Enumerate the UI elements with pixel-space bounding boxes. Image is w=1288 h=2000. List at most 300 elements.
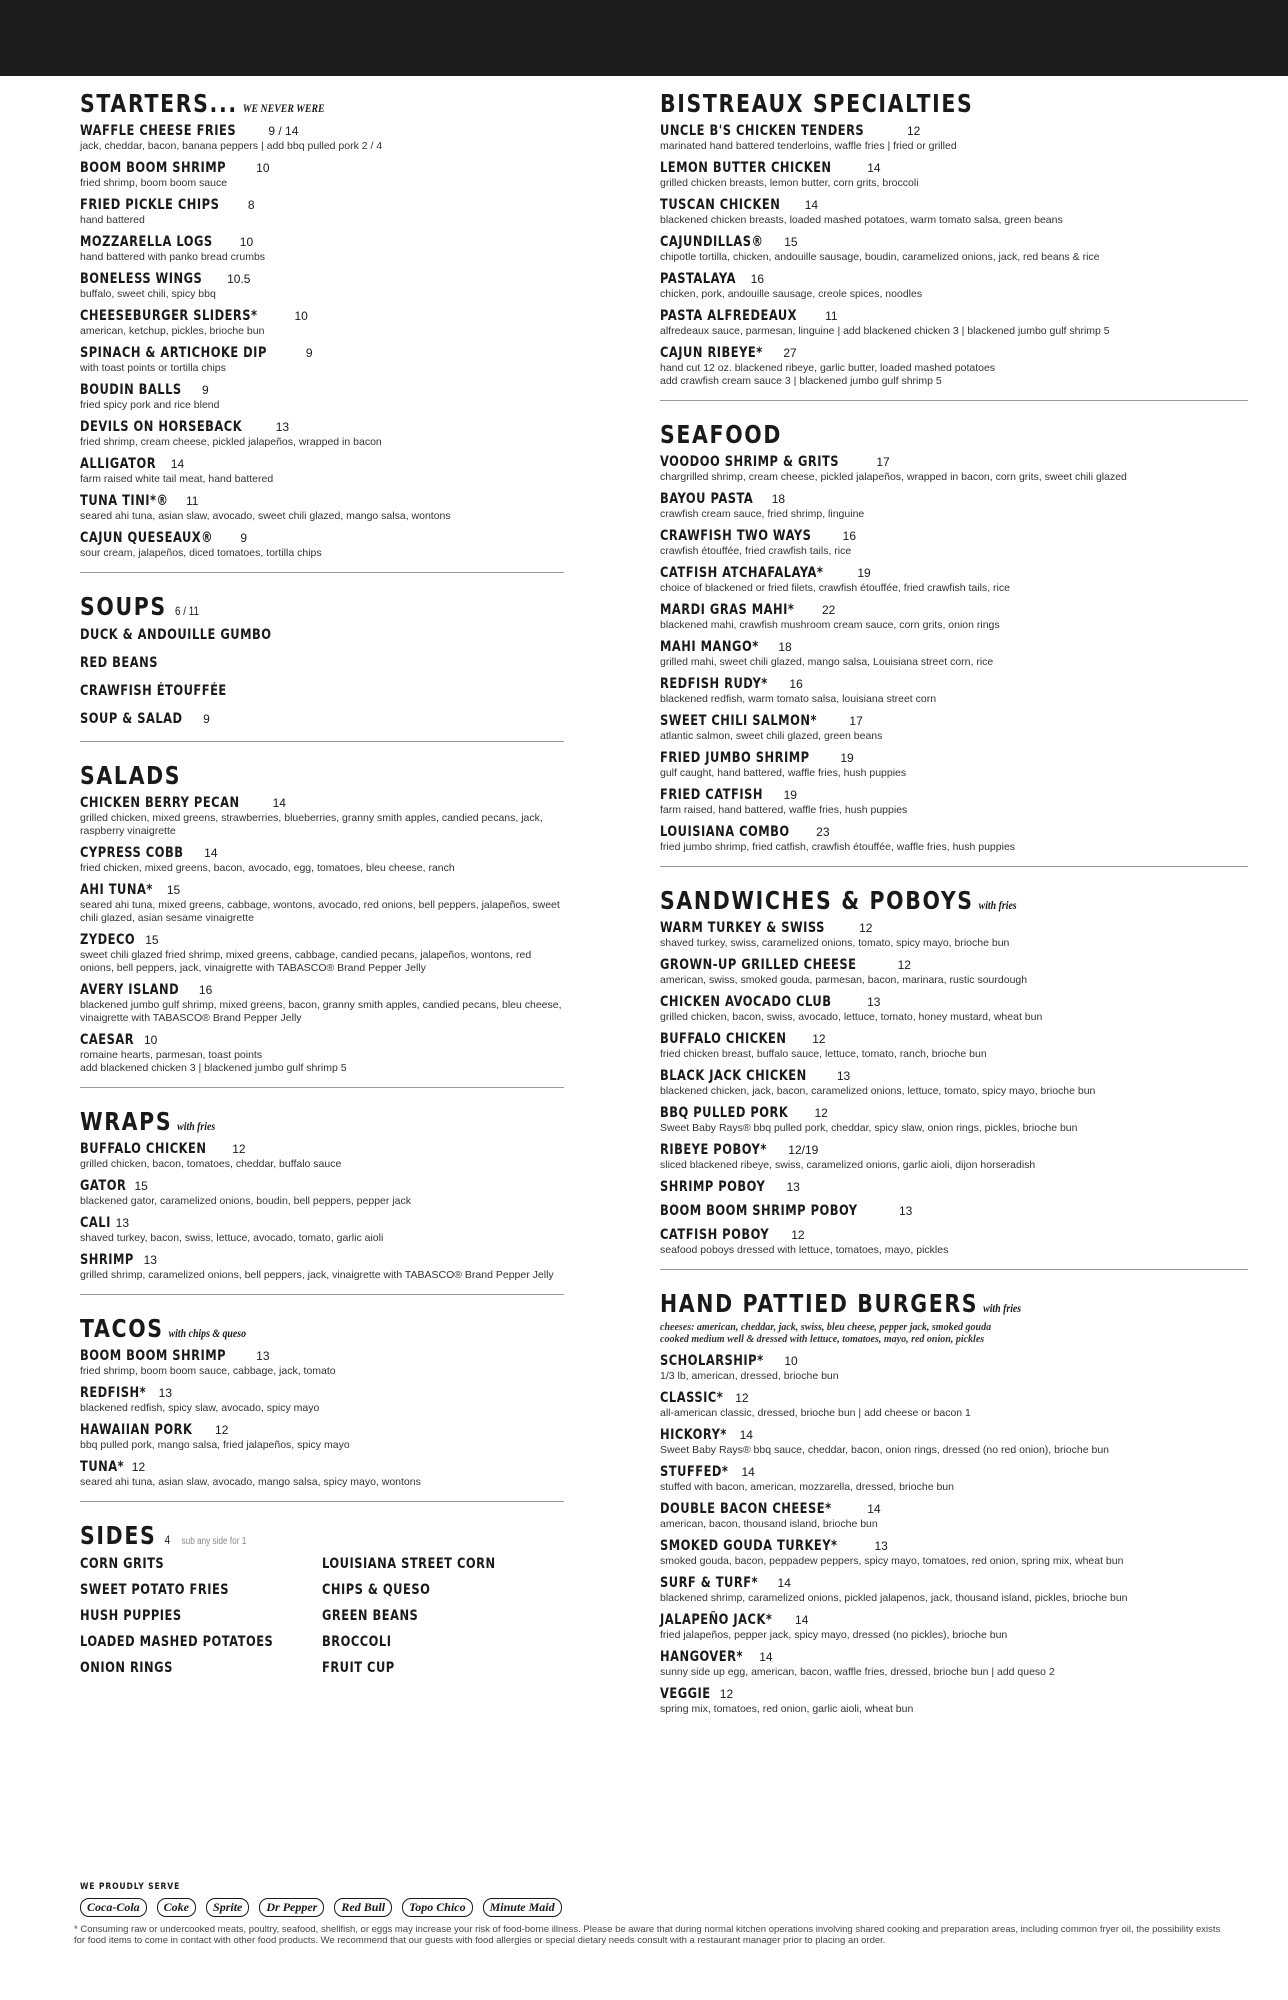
menu-item-name: STUFFED* (660, 1464, 729, 1480)
menu-item-name: AVERY ISLAND (80, 982, 180, 998)
menu-item-name: DUCK & ANDOUILLE GUMBO (80, 627, 272, 643)
menu-item-price: 16 (842, 529, 857, 543)
menu-item-heading (80, 344, 564, 362)
menu-item-name: GROWN-UP GRILLED CHEESE (660, 957, 857, 973)
menu-item-avery-island (80, 981, 564, 1025)
menu-item-description: american, bacon, thousand island, brioche bun (660, 1518, 878, 1530)
menu-item-heading (80, 1214, 564, 1232)
menu-item-description: stuffed with bacon, american, mozzarella, dressed, brioche bun (660, 1481, 954, 1493)
menu-item-sweet-chili-salmon (660, 712, 1248, 743)
menu-item-buffalo-chicken (660, 1030, 1248, 1061)
menu-item-heading (660, 1067, 1248, 1085)
menu-item-name: BBQ PULLED PORK (660, 1105, 789, 1121)
menu-item-description: seared ahi tuna, mixed greens, cabbage, wontons, avocado, red onions, bell peppers, jalapeños, sweet chili glazed, asian sesame vinaigrette (80, 899, 560, 924)
menu-item-heading (80, 844, 564, 862)
brand-logo-dr-pepper: Dr Pepper (259, 1898, 324, 1917)
menu-item-price: 13 (158, 1386, 173, 1400)
menu-item-description: grilled chicken, mixed greens, strawberries, blueberries, granny smith apples, candied pecans, jack, raspberry vinaigrette (80, 812, 543, 837)
menu-item-jalape-o-jack (660, 1611, 1248, 1642)
menu-item-name: CATFISH POBOY (660, 1227, 770, 1243)
menu-item-description: jack, cheddar, bacon, banana peppers | add bbq pulled pork 2 / 4 (80, 140, 383, 152)
menu-item-price: 12 (791, 1228, 805, 1242)
menu-item-description: fried chicken, mixed greens, bacon, avocado, egg, tomatoes, bleu cheese, ranch (80, 862, 455, 874)
menu-item-heading (660, 1226, 1248, 1244)
menu-item-description: seared ahi tuna, asian slaw, avocado, sweet chili glazed, mango salsa, wontons (80, 510, 451, 522)
wraps-section (80, 1098, 564, 1282)
divider (80, 741, 564, 742)
menu-item-description: bbq pulled pork, mango salsa, fried jalapeños, spicy mayo (80, 1439, 350, 1451)
burger-cheese-note: cheeses: american, cheddar, jack, swiss, bleu cheese, pepper jack, smoked gouda (660, 1322, 992, 1333)
menu-item-pasta-alfredeaux (660, 307, 1248, 338)
menu-item-heading (80, 1177, 564, 1195)
menu-item-name: CYPRESS COBB (80, 845, 184, 861)
menu-item-heading (660, 1685, 1248, 1703)
tacos-section (80, 1305, 564, 1489)
menu-item-price: 14 (867, 1502, 881, 1516)
brand-logo-minute-maid: Minute Maid (483, 1898, 562, 1917)
menu-item-heading (80, 307, 564, 325)
right-column (660, 80, 1248, 1722)
side-item-sweet-potato-fries (80, 1580, 322, 1600)
menu-item-crawfish-touff-e (80, 681, 564, 701)
menu-item-heading (660, 1426, 1248, 1444)
menu-item-name: HICKORY* (660, 1427, 727, 1443)
menu-item-cypress-cobb (80, 844, 564, 875)
brand-logo-coca-cola: Coca-Cola (80, 1898, 147, 1917)
menu-item-description: blackened redfish, warm tomato salsa, louisiana street corn (660, 693, 937, 705)
menu-item-heading (660, 344, 1248, 362)
menu-item-price: 12 (812, 1032, 826, 1046)
menu-item-price: 10 (256, 161, 270, 175)
menu-item-price: 9 (240, 531, 248, 545)
menu-item-price: 27 (783, 346, 797, 360)
menu-item-shrimp-poboy (660, 1178, 1248, 1196)
menu-item-name: MARDI GRAS MAHI* (660, 602, 795, 618)
menu-item-shrimp (80, 1251, 564, 1282)
menu-item-heading (80, 681, 564, 701)
menu-item-price: 10 (143, 1033, 158, 1047)
side-item-louisiana-street-corn (322, 1554, 564, 1574)
menu-item-fried-catfish (660, 786, 1248, 817)
menu-item-veggie (660, 1685, 1248, 1716)
menu-item-description: farm raised, hand battered, waffle fries, hush puppies (660, 804, 908, 816)
divider (660, 400, 1248, 401)
menu-item-name: RED BEANS (80, 655, 158, 671)
menu-item-name: FRIED PICKLE CHIPS (80, 197, 220, 213)
menu-item-name: VOODOO SHRIMP & GRITS (660, 454, 840, 470)
starters-section (80, 80, 564, 560)
menu-item-name: SURF & TURF* (660, 1575, 759, 1591)
menu-item-description: romaine hearts, parmesan, toast points (80, 1049, 263, 1061)
menu-item-heading (80, 794, 564, 812)
menu-item-grown-up-grilled-cheese (660, 956, 1248, 987)
menu-item-price: 9 / 14 (268, 124, 299, 138)
menu-item-price: 13 (874, 1539, 888, 1553)
top-banner (0, 0, 1288, 76)
divider (80, 1294, 564, 1295)
side-item-name: LOUISIANA STREET CORN (322, 1556, 496, 1572)
menu-item-alligator (80, 455, 564, 486)
burger-dressing-note: cooked medium well & dressed with lettuce, tomatoes, mayo, red onion, pickles (660, 1334, 985, 1345)
menu-item-heading (660, 675, 1248, 693)
menu-item-heading (660, 1611, 1248, 1629)
menu-item-ribeye-poboy (660, 1141, 1248, 1172)
menu-item-heading (80, 1140, 564, 1158)
menu-item-heading (660, 159, 1248, 177)
section-title: BISTREAUX SPECIALTIES (660, 89, 974, 118)
menu-item-name: LOUISIANA COMBO (660, 824, 790, 840)
side-item-onion-rings (80, 1658, 322, 1678)
menu-item-heading (660, 1178, 1248, 1196)
menu-item-description: marinated hand battered tenderloins, waffle fries | fried or grilled (660, 140, 957, 152)
menu-item-description: with toast points or tortilla chips (80, 362, 226, 374)
menu-item-description: grilled chicken, bacon, swiss, avocado, lettuce, tomato, honey mustard, wheat bun (660, 1011, 1043, 1023)
section-title: SANDWICHES & POBOYS with fries (660, 886, 1017, 915)
menu-item-heading (660, 712, 1248, 730)
menu-item-price: 13 (836, 1069, 851, 1083)
divider (80, 1501, 564, 1502)
menu-item-scholarship (660, 1352, 1248, 1383)
menu-item-description: all-american classic, dressed, brioche bun | add cheese or bacon 1 (660, 1407, 971, 1419)
menu-item-name: CATFISH ATCHAFALAYA* (660, 565, 824, 581)
menu-item-bbq-pulled-pork (660, 1104, 1248, 1135)
menu-item-price: 18 (771, 492, 786, 506)
menu-item-description: american, ketchup, pickles, brioche bun (80, 325, 265, 337)
menu-item-description: 1/3 lb, american, dressed, brioche bun (660, 1370, 839, 1382)
menu-item-smoked-gouda-turkey (660, 1537, 1248, 1568)
menu-item-heading (80, 122, 564, 140)
side-item-corn-grits (80, 1554, 322, 1574)
menu-item-name: PASTALAYA (660, 271, 736, 287)
menu-item-name: SMOKED GOUDA TURKEY* (660, 1538, 838, 1554)
menu-item-name: CAJUN RIBEYE* (660, 345, 763, 361)
menu-item-price: 9 (202, 383, 209, 397)
food-safety-disclaimer: * Consuming raw or undercooked meats, poultry, seafood, shellfish, or eggs may increase your risk of food-borne illness. Please be aware that during normal kitchen operations involving shared cooking and preparation areas, including common fryer oil, the possibility exists for food items to come in contact with other food products. We recommend that our guests with food allergies or special dietary needs consult with a restaurant manager prior to placing an order. (74, 1924, 1221, 1946)
menu-item-price: 16 (750, 272, 764, 286)
menu-item-price: 14 (739, 1428, 753, 1442)
menu-item-name: BOOM BOOM SHRIMP (80, 160, 227, 176)
menu-item-name: HAWAIIAN PORK (80, 1422, 193, 1438)
side-item-broccoli (322, 1632, 564, 1652)
side-item-green-beans (322, 1606, 564, 1626)
menu-item-price: 16 (198, 983, 213, 997)
menu-item-heading (80, 1384, 564, 1402)
menu-item-cali (80, 1214, 564, 1245)
menu-item-name: REDFISH RUDY* (660, 676, 768, 692)
menu-item-red-beans (80, 653, 564, 673)
menu-item-heading (660, 1104, 1248, 1122)
soups-section (80, 583, 564, 729)
menu-item-heading (660, 1141, 1248, 1159)
menu-item-name: SWEET CHILI SALMON* (660, 713, 817, 729)
menu-item-tuscan-chicken (660, 196, 1248, 227)
menu-item-name: ZYDECO (80, 932, 136, 948)
menu-item-price: 17 (849, 714, 863, 728)
menu-item-description: sunny side up egg, american, bacon, waffle fries, dressed, brioche bun | add queso 2 (660, 1666, 1055, 1678)
menu-item-description: grilled chicken, bacon, tomatoes, cheddar, buffalo sauce (80, 1158, 342, 1170)
menu-item-heading (80, 492, 564, 510)
menu-item-lemon-butter-chicken (660, 159, 1248, 190)
menu-item-tuna-tini (80, 492, 564, 523)
menu-item-price: 23 (816, 825, 830, 839)
menu-item-price: 14 (170, 457, 185, 471)
menu-item-addons: add blackened chicken 3 | blackened jumbo gulf shrimp 5 (80, 1062, 347, 1074)
menu-item-description: fried shrimp, boom boom sauce (80, 177, 228, 189)
menu-item-price: 15 (166, 883, 181, 897)
menu-item-description: crawfish étouffée, fried crawfish tails, rice (660, 545, 852, 557)
menu-item-heading (80, 1347, 564, 1365)
menu-item-name: CHEESEBURGER SLIDERS* (80, 308, 258, 324)
menu-item-ahi-tuna (80, 881, 564, 925)
menu-item-cheeseburger-sliders (80, 307, 564, 338)
menu-item-heading (80, 625, 564, 645)
menu-item-hawaiian-pork (80, 1421, 564, 1452)
menu-item-name: TUNA TINI*® (80, 493, 169, 509)
menu-item-heading (660, 527, 1248, 545)
menu-item-mardi-gras-mahi (660, 601, 1248, 632)
menu-item-description: fried spicy pork and rice blend (80, 399, 220, 411)
menu-item-buffalo-chicken (80, 1140, 564, 1171)
menu-item-price: 15 (134, 1179, 148, 1193)
menu-item-pastalaya (660, 270, 1248, 301)
menu-item-price: 12 (735, 1391, 749, 1405)
menu-item-price: 14 (272, 796, 286, 810)
menu-item-price: 15 (145, 933, 159, 947)
menu-item-crawfish-two-ways (660, 527, 1248, 558)
divider (80, 1087, 564, 1088)
side-item-name: CHIPS & QUESO (322, 1582, 431, 1598)
menu-item-description: seafood poboys dressed with lettuce, tomatoes, mayo, pickles (660, 1244, 949, 1256)
left-column (80, 80, 564, 1678)
seafood-section (660, 411, 1248, 854)
menu-item-price: 17 (876, 455, 890, 469)
menu-item-heading (80, 1251, 564, 1269)
brand-logo-red-bull: Red Bull (334, 1898, 392, 1917)
menu-item-name: BUFFALO CHICKEN (660, 1031, 787, 1047)
menu-item-boom-boom-shrimp (80, 159, 564, 190)
menu-item-price: 14 (777, 1576, 791, 1590)
menu-item-description: Sweet Baby Rays® bbq sauce, cheddar, bacon, onion rings, dressed (no red onion), brioche bun (660, 1444, 1110, 1456)
menu-item-name: DOUBLE BACON CHEESE* (660, 1501, 832, 1517)
menu-item-name: BOOM BOOM SHRIMP POBOY (660, 1203, 858, 1219)
menu-item-description: atlantic salmon, sweet chili glazed, green beans (660, 730, 883, 742)
menu-item-tuna (80, 1458, 564, 1489)
menu-item-name: BOUDIN BALLS (80, 382, 182, 398)
menu-item-name: WARM TURKEY & SWISS (660, 920, 825, 936)
menu-item-heading (660, 1352, 1248, 1370)
menu-item-stuffed (660, 1463, 1248, 1494)
menu-item-description: sliced blackened ribeye, swiss, caramelized onions, garlic aioli, dijon horseradish (660, 1159, 1036, 1171)
menu-item-price: 12 (907, 124, 921, 138)
menu-item-heading (80, 1458, 564, 1476)
menu-item-name: CLASSIC* (660, 1390, 724, 1406)
menu-item-description: chipotle tortilla, chicken, andouille sausage, boudin, caramelized onions, jack, red beans & rice (660, 251, 1100, 263)
menu-item-heading (80, 529, 564, 547)
menu-item-bayou-pasta (660, 490, 1248, 521)
menu-item-name: GATOR (80, 1178, 127, 1194)
menu-item-description: grilled chicken breasts, lemon butter, corn grits, broccoli (660, 177, 919, 189)
side-item-loaded-mashed-potatoes (80, 1632, 322, 1652)
side-item-chips-queso (322, 1580, 564, 1600)
menu-item-black-jack-chicken (660, 1067, 1248, 1098)
menu-item-name: MOZZARELLA LOGS (80, 234, 213, 250)
menu-item-price: 11 (185, 494, 199, 508)
menu-item-price: 15 (784, 235, 798, 249)
menu-item-hickory (660, 1426, 1248, 1457)
menu-item-louisiana-combo (660, 823, 1248, 854)
menu-item-name: SOUP & SALAD (80, 711, 183, 727)
side-item-name: CORN GRITS (80, 1556, 165, 1572)
menu-item-heading (660, 1500, 1248, 1518)
sides-grid (80, 1554, 564, 1678)
menu-item-surf-turf (660, 1574, 1248, 1605)
menu-item-heading (80, 981, 564, 999)
side-item-name: FRUIT CUP (322, 1660, 395, 1676)
menu-item-price: 12 (897, 958, 911, 972)
menu-item-description: smoked gouda, bacon, peppadew peppers, spicy mayo, tomatoes, red onion, spring mix, wheat bun (660, 1555, 1124, 1567)
menu-item-name: CALI (80, 1215, 111, 1231)
section-title: SALADS (80, 761, 182, 790)
proudly-serve-label: WE PROUDLY SERVE (80, 1882, 181, 1892)
side-item-name: LOADED MASHED POTATOES (80, 1634, 274, 1650)
menu-item-boom-boom-shrimp (80, 1347, 564, 1378)
menu-item-fried-jumbo-shrimp (660, 749, 1248, 780)
side-item-name: SWEET POTATO FRIES (80, 1582, 230, 1598)
menu-item-name: FRIED JUMBO SHRIMP (660, 750, 810, 766)
menu-item-price: 14 (204, 846, 218, 860)
menu-item-description: choice of blackened or fried filets, crawfish étouffée, fried crawfish tails, rice (660, 582, 1010, 594)
menu-item-description: alfredeaux sauce, parmesan, linguine | add blackened chicken 3 | blackened jumbo gulf shrimp 5 (660, 325, 1110, 337)
side-item-hush-puppies (80, 1606, 322, 1626)
menu-item-price: 13 (786, 1180, 800, 1194)
burgers-section (660, 1280, 1248, 1716)
menu-item-mozzarella-logs (80, 233, 564, 264)
menu-item-voodoo-shrimp-grits (660, 453, 1248, 484)
menu-item-price: 9 (203, 712, 210, 726)
menu-item-name: SHRIMP (80, 1252, 134, 1268)
menu-item-fried-pickle-chips (80, 196, 564, 227)
menu-item-heading (660, 233, 1248, 251)
menu-item-price: 22 (821, 603, 836, 617)
menu-item-catfish-poboy (660, 1226, 1248, 1257)
menu-item-cajun-queseaux (80, 529, 564, 560)
menu-item-zydeco (80, 931, 564, 975)
menu-item-description: blackened mahi, crawfish mushroom cream sauce, corn grits, onion rings (660, 619, 1000, 631)
menu-item-price: 10 (784, 1354, 798, 1368)
menu-item-name: CHICKEN AVOCADO CLUB (660, 994, 832, 1010)
menu-item-heading (660, 1030, 1248, 1048)
menu-item-description: fried chicken breast, buffalo sauce, lettuce, tomato, ranch, brioche bun (660, 1048, 987, 1060)
menu-item-name: SHRIMP POBOY (660, 1179, 766, 1195)
menu-item-heading (660, 601, 1248, 619)
menu-item-heading (660, 638, 1248, 656)
menu-item-description: crawfish cream sauce, fried shrimp, linguine (660, 508, 865, 520)
menu-item-price: 18 (778, 640, 792, 654)
menu-item-name: AHI TUNA* (80, 882, 153, 898)
menu-item-description: grilled mahi, sweet chili glazed, mango salsa, Louisiana street corn, rice (660, 656, 994, 668)
menu-item-heading (660, 749, 1248, 767)
menu-item-name: DEVILS ON HORSEBACK (80, 419, 243, 435)
menu-item-heading (80, 455, 564, 473)
menu-item-name: VEGGIE (660, 1686, 711, 1702)
divider (660, 1269, 1248, 1270)
menu-item-description: blackened jumbo gulf shrimp, mixed greens, bacon, granny smith apples, candied pecans, bleu cheese, vinaigrette with TABASCO® Brand Pepper Jelly (80, 999, 562, 1024)
menu-item-soup-salad (80, 709, 564, 729)
menu-item-heading (660, 453, 1248, 471)
brand-logos (80, 1898, 562, 1917)
menu-item-heading (660, 307, 1248, 325)
menu-item-name: CHICKEN BERRY PECAN (80, 795, 240, 811)
side-item-fruit-cup (322, 1658, 564, 1678)
menu-item-name: SCHOLARSHIP* (660, 1353, 764, 1369)
menu-item-price: 14 (741, 1465, 755, 1479)
menu-item-description: blackened shrimp, caramelized onions, pickled jalapenos, jack, thousand island, pickles, brioche bun (660, 1592, 1128, 1604)
menu-item-heading (660, 1463, 1248, 1481)
menu-item-price: 9 (305, 346, 313, 360)
menu-item-description: fried shrimp, cream cheese, pickled jalapeños, wrapped in bacon (80, 436, 382, 448)
menu-item-price: 16 (789, 677, 803, 691)
menu-item-description: sweet chili glazed fried shrimp, mixed greens, cabbage, candied pecans, jalapeños, wontons, red onions, bell peppers, jack, vinaigrette with TABASCO® Brand Pepper Jelly (80, 949, 532, 974)
menu-item-price: 12 (814, 1106, 828, 1120)
menu-item-name: CRAWFISH TWO WAYS (660, 528, 812, 544)
salads-section (80, 752, 564, 1075)
menu-item-redfish-rudy (660, 675, 1248, 706)
menu-item-heading (80, 653, 564, 673)
menu-item-cajun-ribeye (660, 344, 1248, 388)
menu-item-price: 14 (759, 1650, 773, 1664)
menu-item-boudin-balls (80, 381, 564, 412)
menu-item-description: fried jumbo shrimp, fried catfish, crawfish étouffée, waffle fries, hush puppies (660, 841, 1016, 853)
menu-item-price: 19 (857, 566, 871, 580)
menu-item-heading (660, 1389, 1248, 1407)
menu-item-name: CRAWFISH ÉTOUFFÉE (80, 683, 227, 699)
burger-notes (660, 1322, 1248, 1346)
menu-item-price: 12 (131, 1460, 146, 1474)
menu-item-name: MAHI MANGO* (660, 639, 759, 655)
menu-item-warm-turkey-swiss (660, 919, 1248, 950)
menu-item-description: chargrilled shrimp, cream cheese, pickled jalapeños, wrapped in bacon, corn grits, sweet chili glazed (660, 471, 1127, 483)
menu-item-waffle-cheese-fries (80, 122, 564, 153)
menu-item-price: 19 (840, 751, 854, 765)
menu-item-price: 13 (256, 1349, 270, 1363)
specialties-section (660, 80, 1248, 388)
menu-item-description: blackened redfish, spicy slaw, avocado, spicy mayo (80, 1402, 320, 1414)
section-title: STARTERS... WE NEVER WERE (80, 89, 325, 118)
menu-item-description: grilled shrimp, caramelized onions, bell peppers, jack, vinaigrette with TABASCO® Brand Pepper Jelly (80, 1269, 554, 1281)
menu-item-description: chicken, pork, andouille sausage, creole spices, noodles (660, 288, 923, 300)
menu-item-heading (80, 1421, 564, 1439)
menu-item-price: 19 (783, 788, 797, 802)
menu-item-name: BAYOU PASTA (660, 491, 754, 507)
menu-item-name: ALLIGATOR (80, 456, 157, 472)
menu-item-description: shaved turkey, bacon, swiss, lettuce, avocado, tomato, garlic aioli (80, 1232, 384, 1244)
menu-item-description: seared ahi tuna, asian slaw, avocado, mango salsa, spicy mayo, wontons (80, 1476, 421, 1488)
menu-item-description: farm raised white tail meat, hand battered (80, 473, 274, 485)
menu-item-name: FRIED CATFISH (660, 787, 763, 803)
menu-item-description: hand battered with panko bread crumbs (80, 251, 266, 263)
menu-item-price: 14 (795, 1613, 809, 1627)
brand-logo-coke: Coke (157, 1898, 196, 1917)
menu-item-heading (80, 381, 564, 399)
menu-item-price: 10 (239, 235, 254, 249)
menu-item-description: gulf caught, hand battered, waffle fries, hush puppies (660, 767, 907, 779)
menu-item-name: SPINACH & ARTICHOKE DIP (80, 345, 267, 361)
menu-item-name: RIBEYE POBOY* (660, 1142, 767, 1158)
section-title: HAND PATTIED BURGERS with fries (660, 1289, 1022, 1318)
menu-item-heading (80, 709, 564, 729)
menu-item-name: TUNA* (80, 1459, 125, 1475)
menu-item-heading (80, 1031, 564, 1049)
